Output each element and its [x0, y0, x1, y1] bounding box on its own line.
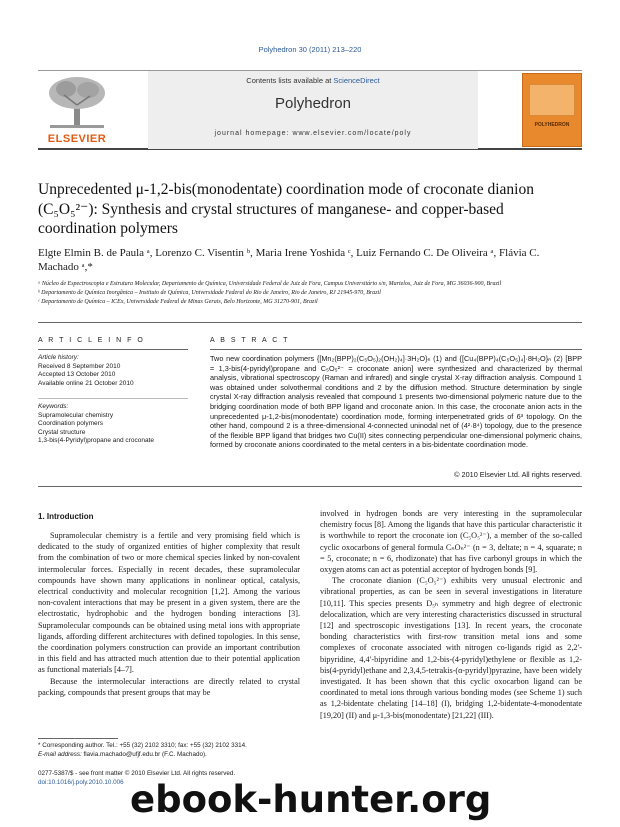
- affiliation-a: ᵃ Núcleo de Espectroscopia e Estrutura Molecular, Departamento de Química, Universidade Federal de Juiz de Fora, Campus Universitário s/n, Martelos, Juiz de Fora, MG 36036-900, Brazil: [38, 281, 502, 287]
- accepted-date: Accepted 13 October 2010: [38, 371, 116, 378]
- journal-homepage: [148, 130, 478, 137]
- article-title: Unprecedented μ-1,2-bis(monodentate) coordination mode of croconate dianion (C₅O₅²⁻): Synthesis and crystal structures of manganese- and copper-based coordination polymers: [38, 181, 534, 237]
- issn-line: 0277-5387/$ - see front matter © 2010 Elsevier Ltd. All rights reserved.: [38, 770, 236, 777]
- keyword-item: 1,3-bis(4-Pyridyl)propane and croconate: [38, 437, 154, 444]
- history-label: Article history:: [38, 354, 79, 361]
- keyword-item: Crystal structure: [38, 428, 86, 436]
- journal-citation[interactable]: Polyhedron 30 (2011) 213–220: [258, 45, 362, 54]
- affiliations: [38, 280, 582, 307]
- abstract-bottom-rule: [38, 486, 582, 487]
- email-label: E-mail address:: [38, 750, 84, 758]
- elsevier-wordmark: ELSEVIER: [47, 133, 107, 145]
- elsevier-logo[interactable]: [38, 73, 118, 149]
- cover-title: POLYHEDRON: [534, 122, 570, 128]
- article-info-heading: A R T I C L E I N F O: [38, 337, 145, 344]
- header-divider: [38, 322, 582, 323]
- author-list: Elgte Elmin B. de Paula ᵃ, Lorenzo C. Visentin ᵇ, Maria Irene Yoshida ᶜ, Luiz Fernando C. De Oliveira ᵃ, Flávia C. Machado ᵃ,*: [38, 247, 540, 273]
- abstract-heading: A B S T R A C T: [210, 337, 290, 344]
- intro-paragraph-1: Supramolecular chemistry is a fertile and very promising field which is dedicated to the study of organized entities of higher complexity that result from the combination of two or more chemical species linked by non-covalent intermolecular forces. Especially in recent decades, these supramolecular compounds have shown many applications in nonlinear optical, catalysis, electrical conductivity and molecular recognition [1,2]. Among the various non-covalent interactions that may be present in a given system, there are the electrostatic, hydrophobic and the hydrogen bonding interactions [3]. Supramolecular compounds can be obtained using metal ions with appropriate ligands, affording different architectures with defined topologies. In this sense, the coordination polymers construction can provide an important contribution in this field and has attracted much attention due to their potential application as functional materials [4–7].: [38, 531, 300, 675]
- sciencedirect-link[interactable]: ScienceDirect: [333, 76, 380, 85]
- abstract-rule: [210, 349, 582, 350]
- journal-header: [38, 70, 582, 150]
- doi-link[interactable]: doi:10.1016/j.poly.2010.10.006: [38, 778, 124, 786]
- affiliation-c: ᶜ Departamento de Química – ICEx, Universidade Federal de Minas Gerais, Belo Horizonte, MG 31270-901, Brazil: [38, 299, 318, 305]
- email-link[interactable]: flavia.machado@ufjf.edu.br (F.C. Machado).: [83, 750, 207, 758]
- keywords-block: [38, 403, 193, 446]
- intro-paragraph-3: involved in hydrogen bonds are very interesting in the supramolecular chemistry focus [8]. Among the ligands that have this particular characteristic it is worthwhile to report the croconate ion (C₅O₅²⁻), a member of the so-called cyclic oxocarbons of general formula CₙOₙ²⁻ (n = 3, deltate; n = 4, squarate; n = 5, croconate; n = 6, rhodizonate) that has five carbonyl groups in which the oxygen atoms can act as potential acceptor of hydrogen bonds [9].: [320, 509, 582, 575]
- keyword-item: Supramolecular chemistry: [38, 411, 114, 419]
- cover-graphic: [529, 84, 575, 116]
- header-center: [148, 71, 478, 149]
- watermark-text: ebook-hunter.org: [130, 778, 492, 821]
- article-info-rule: [38, 349, 188, 350]
- online-date: Available online 21 October 2010: [38, 379, 134, 387]
- footnote-rule: [38, 738, 118, 739]
- left-column: [38, 530, 300, 698]
- intro-paragraph-4: The croconate dianion (C₅O₅²⁻) exhibits very unusual electronic and vibrational properties, as can be seen in several investigations in literature [10,11]. This species presents D₅ₕ symmetry and high degree of electronic delocalization, which are very interesting characteristics discussed in structural [12] and spectroscopic investigations [13]. In recent years, the croconate bonding characteristics with first-row transition metal ions and some complexes of croconate associated with nitrogen co-ligands rigid as 2,2′-bipyridine, 4,4′-bipyridine and 1,2-bis-(4-pyridyl)ethylene or flexible as 1,2-bis(4-pyridyl)ethane and 2,3,4,5-tetrakis-(α-pyridyl)pyrazine, have been widely investigated. It has been shown that this cyclic oxocarbon ligand can be coordinated to metal ions through various bonding modes (see Scheme 1) such as 1,2-bidentate chelating [14–18] (I), bridging 1,2-bidentate-4-monodentate [19,20] (II) and μ-1,3-bis(monodentate) [21,22] (III).: [320, 576, 582, 720]
- right-column: [320, 508, 582, 721]
- corresponding-author-footnote: [38, 742, 300, 759]
- abstract-copyright: © 2010 Elsevier Ltd. All rights reserved.: [454, 470, 582, 479]
- tree-icon: [46, 75, 108, 129]
- received-date: Received 8 September 2010: [38, 362, 121, 370]
- homepage-link[interactable]: www.elsevier.com/locate/poly: [292, 130, 412, 137]
- email-line: [38, 751, 300, 760]
- intro-paragraph-2: Because the intermolecular interactions are directly related to crystal packing, compounds that present groups that may be: [38, 676, 300, 697]
- keywords-rule: [38, 398, 188, 399]
- keywords-label: Keywords:: [38, 403, 69, 410]
- contents-line: [148, 76, 478, 85]
- section-heading-introduction: 1. Introduction: [38, 512, 94, 521]
- article-history: [38, 354, 188, 388]
- contents-prefix: Contents lists available at: [246, 76, 334, 85]
- keyword-item: Coordination polymers: [38, 420, 104, 427]
- affiliation-b: ᵇ Departamento de Química Inorgânica – Instituto de Química, Universidade Federal do Rio de Janeiro, Rio de Janeiro, RJ 21945-970, Brazil: [38, 290, 381, 296]
- abstract-text: Two new coordination polymers {[Mn₂(BPP)₂(C₅O₅)₂(OH₂)₄]·3H₂O}ₙ (1) and {[Cu₄(BPP)₄(C₅O₅)₄]·8H₂O}ₙ (2) [BPP = 1,3-bis(4-pyridyl)propane and C₅O₅²⁻ = croconate anion] were synthesized and characterized by thermal analysis, vibrational spectroscopy (Raman and infrared) and single crystal X-ray diffraction analysis. Compound 1 was obtained under solvothermal conditions and 2 by the diffusion method. Structure determination by single crystal X-ray diffraction analysis revealed that compound 1 presents two-dimensional polymeric nature due to the bridging coordination mode of both BPP ligand and croconate anion. In this case, the croconate anion acts in the unprecedented μ-1,2-bis(monodentate) coordination mode, forming interpenetrated grids of 6³ topology. On the other hand, compound 2 is a three-dimensional 4-connected uninodal net of (4²·8⁴) topology, due to the presence of the flexible BPP ligand that bridges two Cu(II) sites connecting perpendicular one-dimensional polymeric chains, formed by croconate anions coordinated to the metal centers in a bis-bidentate coordination mode.: [210, 354, 582, 450]
- corresponding-author: * Corresponding author. Tel.: +55 (32) 2102 3310; fax: +55 (32) 2102 3314.: [38, 742, 247, 749]
- journal-name: Polyhedron: [275, 95, 351, 112]
- journal-cover[interactable]: [522, 73, 582, 147]
- homepage-label: journal homepage:: [214, 130, 293, 137]
